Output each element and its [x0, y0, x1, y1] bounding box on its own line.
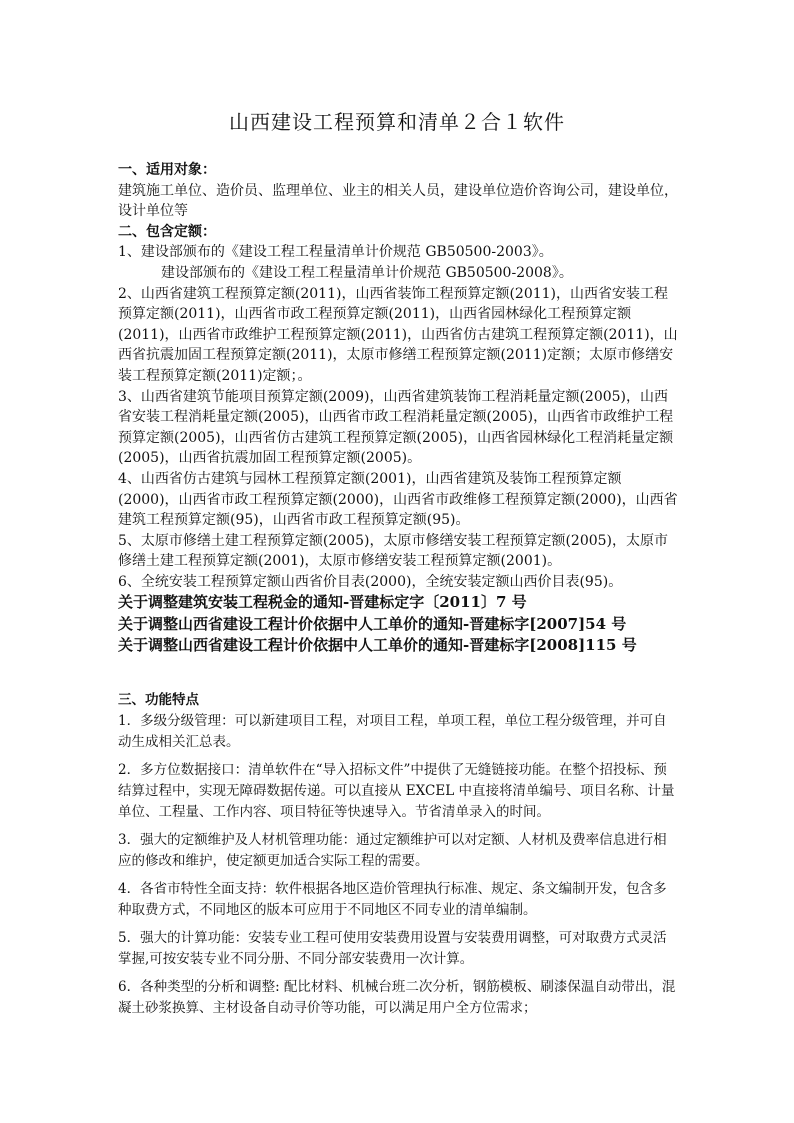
section-1-heading: 一、适用对象： — [118, 162, 216, 178]
section-3-heading: 三、功能特点 — [118, 692, 199, 708]
feature-6: 6．各种类型的分析和调整: 配比材料、机械台班二次分析，钢筋模板、刷漆保温自动带出，混凝土砂浆换算、主材设备自动寻价等功能，可以满足用户全方位需求； — [118, 979, 676, 1016]
section-2-item-1b: 建设部颁布的《建设工程工程量清单计价规范 GB50500-2008》。 — [161, 264, 573, 281]
section-1-2 — [118, 160, 678, 657]
section-2-item-6: 6、全统安装工程预算定额山西省价目表(2000)，全统安装定额山西价目表(95)。 — [118, 573, 623, 590]
feature-1: 1．多级分级管理：可以新建项目工程，对项目工程，单项工程，单位工程分级管理，并可自动生成相关汇总表。 — [118, 713, 667, 750]
section-2-item-3: 3、山西省建筑节能项目预算定额(2009)，山西省建筑装饰工程消耗量定额(2005)，山西省安装工程消耗量定额(2005)，山西省市政工程消耗量定额(2005)，山西省市政维护工程预算定额(2005)，山西省仿古建筑工程预算定额(2005)，山西省园林绿化工程消耗量定额(2005)，山西省抗震加固工程预算定额(2005)。 — [118, 388, 674, 467]
feature-3: 3．强大的定额维护及人材机管理功能：通过定额维护可以对定额、人材机及费率信息进行相应的修改和维护，使定额更加适合实际工程的需要。 — [118, 832, 667, 869]
section-2-item-5: 5、太原市修缮土建工程预算定额(2005)，太原市修缮安装工程预算定额(2005)，太原市修缮土建工程预算定额(2001)，太原市修缮安装工程预算定额(2001)。 — [118, 532, 669, 570]
notice-2: 关于调整山西省建设工程计价依据中人工单价的通知-晋建标字[2007]54 号 — [118, 614, 627, 633]
feature-2: 2．多方位数据接口：清单软件在“导入招标文件”中提供了无缝链接功能。在整个招投标、预结算过程中，实现无障碍数据传递。可以直接从 EXCEL 中直接将清单编号、项目名称、计量单位、工程量、工作内容、项目特征等快速导入。节省清单录入的时间。 — [118, 762, 675, 820]
section-2-item-1: 1、建设部颁布的《建设工程工程量清单计价规范 GB50500-2003》。 — [118, 244, 553, 261]
section-3 — [118, 690, 678, 1019]
feature-5: 5．强大的计算功能：安装专业工程可使用安装费用设置与安装费用调整，可对取费方式灵活掌握,可按安装专业不同分册、不同分部安装费用一次计算。 — [118, 930, 667, 967]
section-1-body: 建筑施工单位、造价员、监理单位、业主的相关人员，建设单位造价咨询公司，建设单位，设计单位等 — [118, 182, 678, 220]
feature-4: 4．各省市特性全面支持：软件根据各地区造价管理执行标准、规定、条文编制开发，包含多种取费方式，不同地区的版本可应用于不同地区不同专业的清单编制。 — [118, 881, 667, 918]
section-2-item-4: 4、山西省仿古建筑与园林工程预算定额(2001)，山西省建筑及装饰工程预算定额(2000)，山西省市政工程预算定额(2000)，山西省市政维修工程预算定额(2000)，山西省建筑工程预算定额(95)，山西省市政工程预算定额(95)。 — [118, 470, 678, 529]
notice-3: 关于调整山西省建设工程计价依据中人工单价的通知-晋建标字[2008]115 号 — [118, 636, 637, 655]
notice-1: 关于调整建筑安装工程税金的通知-晋建标定字〔2011〕7 号 — [118, 593, 527, 612]
section-2-heading: 二、包含定额： — [118, 223, 216, 240]
section-2-item-2: 2、山西省建筑工程预算定额(2011)，山西省装饰工程预算定额(2011)，山西省安装工程预算定额(2011)，山西省市政工程预算定额(2011)，山西省园林绿化工程预算定额(2011)，山西省市政维护工程预算定额(2011)，山西省仿古建筑工程预算定额(2011)，山西省抗震加固工程预算定额(2011)，太原市修缮工程预算定额(2011)定额；太原市修缮安装工程预算定额(2011)定额；。 — [118, 285, 678, 384]
page-title: 山西建设工程预算和清单２合１软件 — [229, 110, 565, 134]
